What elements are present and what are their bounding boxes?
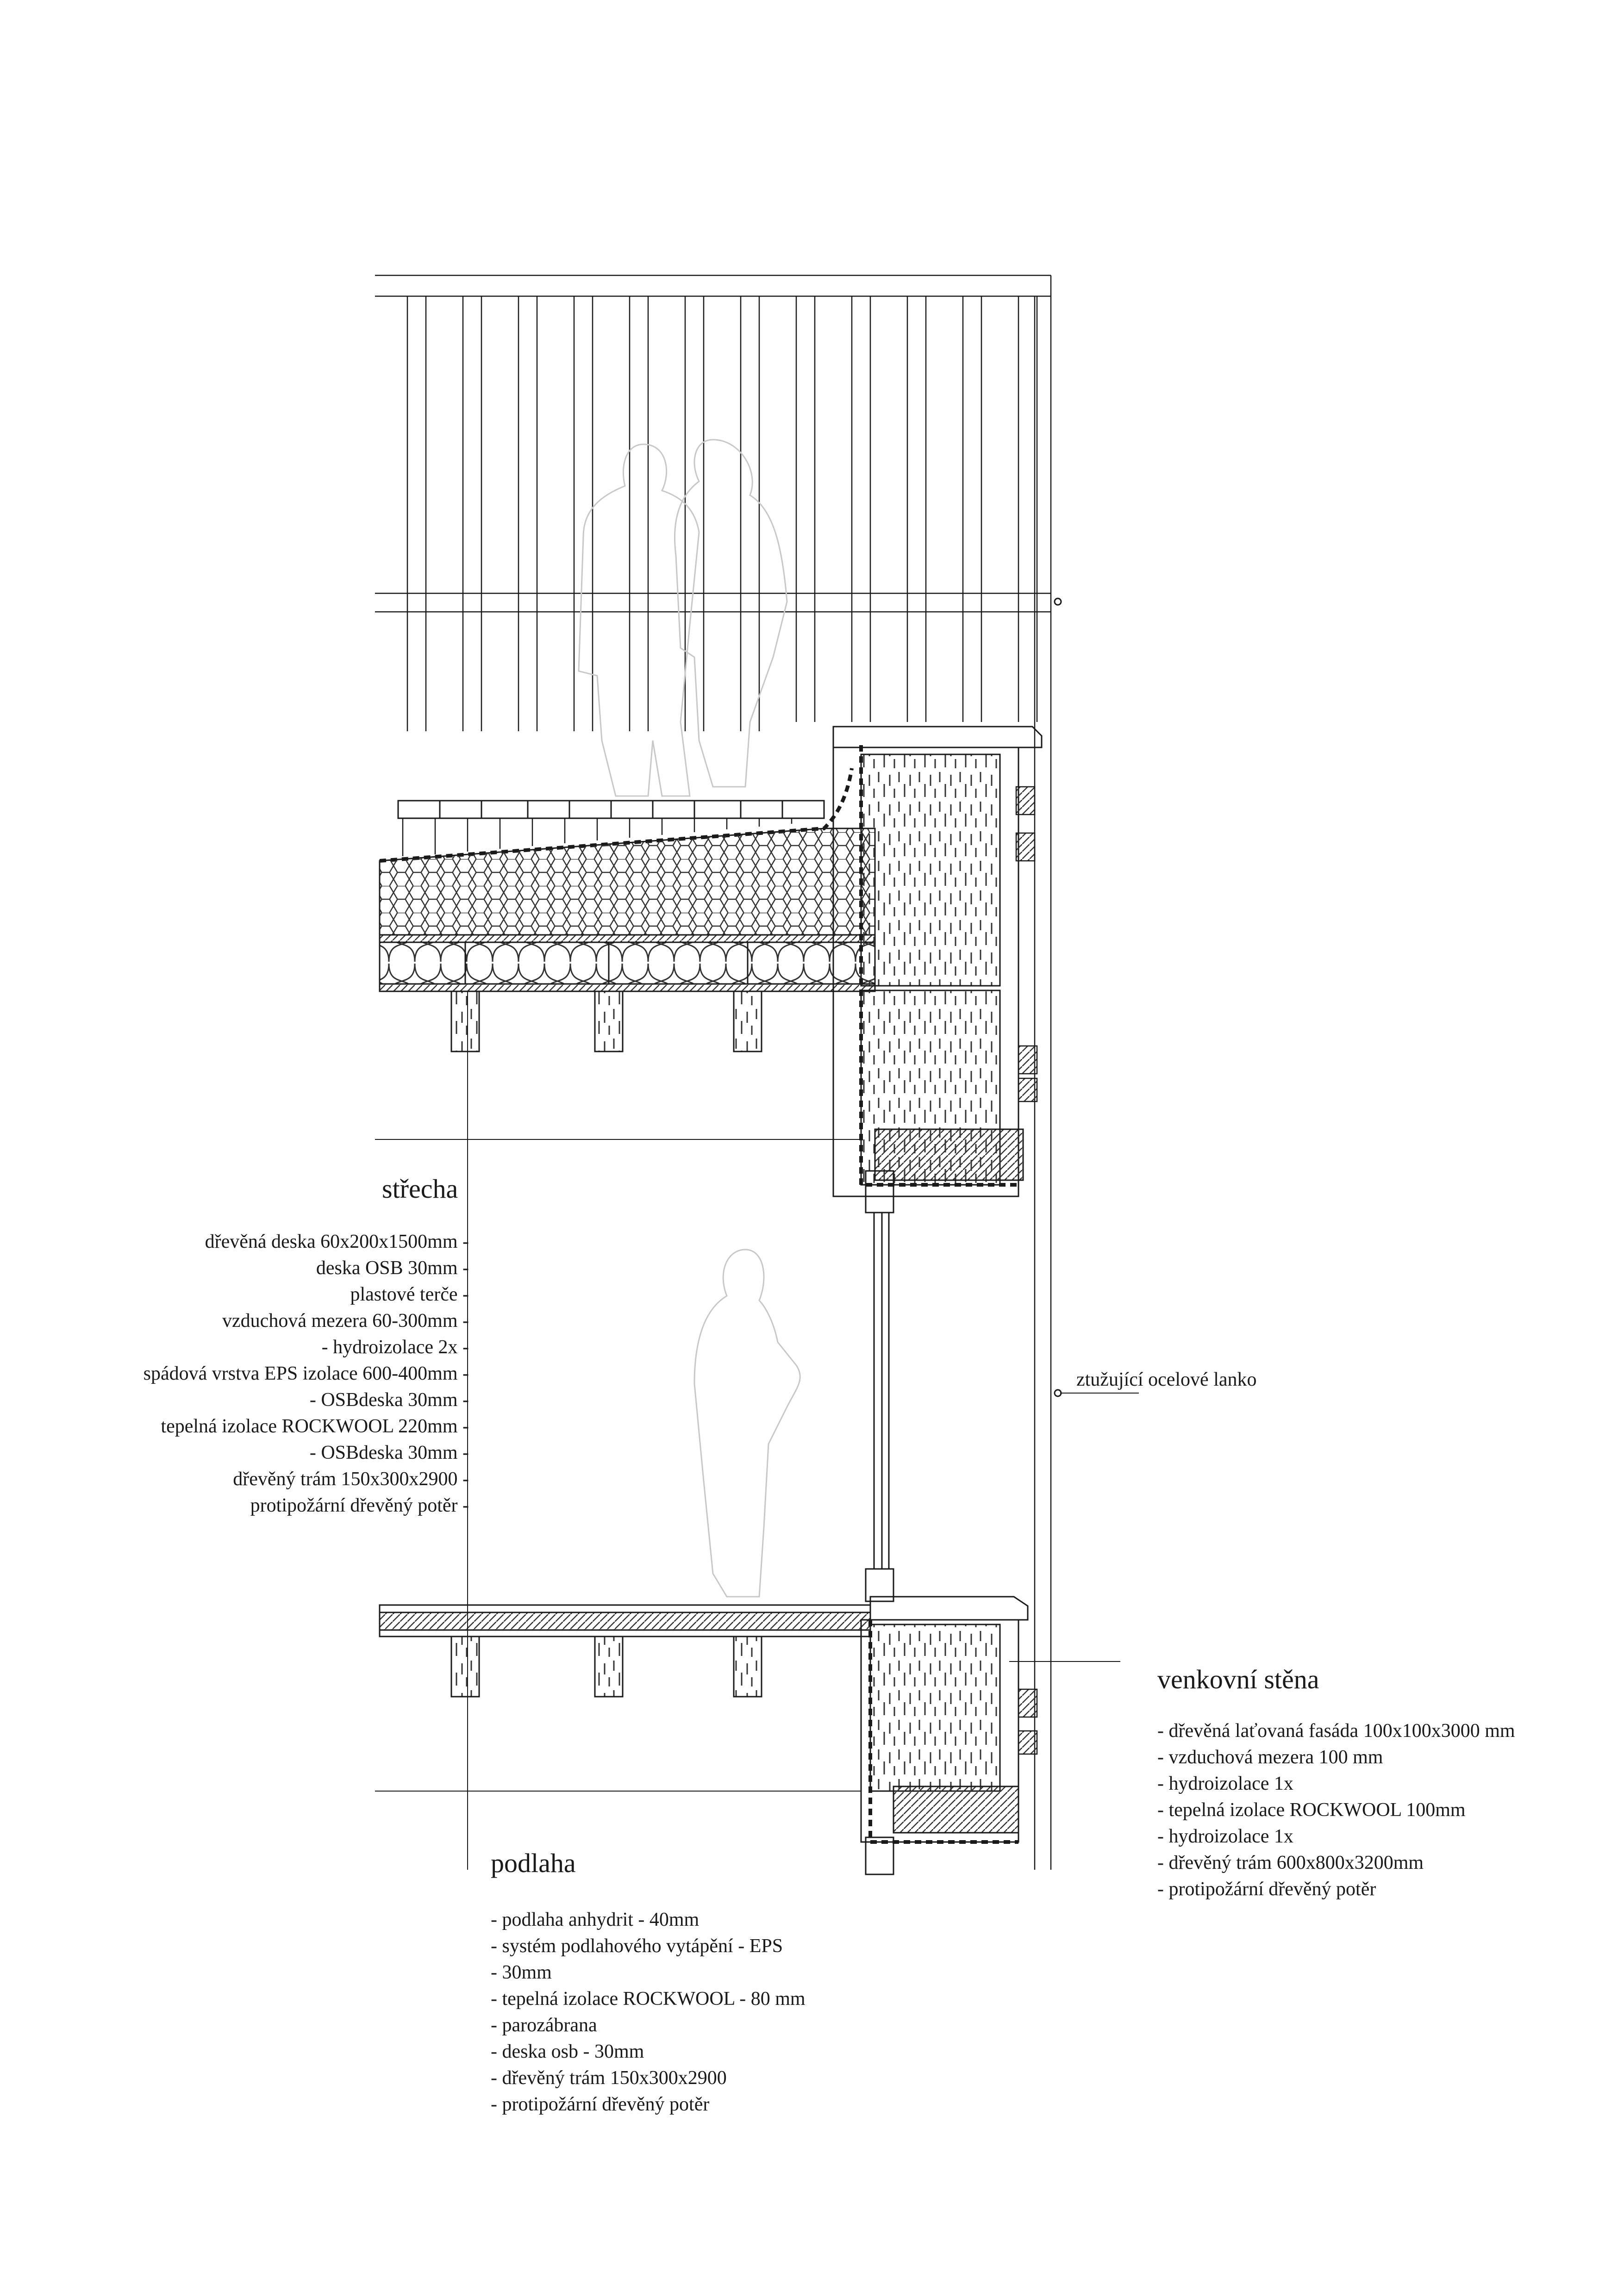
list-item: deska OSB 30mm - xyxy=(316,1257,469,1279)
upper-wall-insulation xyxy=(875,1129,1023,1180)
roof-beam-1 xyxy=(451,991,479,1052)
floor-assembly xyxy=(380,1605,870,1697)
floor-beam-1 xyxy=(451,1636,479,1697)
list-item: - protipožární dřevěný potěr xyxy=(1157,1879,1376,1900)
list-item: dřevěný trám 150x300x2900 - xyxy=(233,1468,469,1490)
wall-layer-list xyxy=(1157,1718,1574,1903)
window-glazing xyxy=(866,1171,893,1601)
lower-wall-timber xyxy=(870,1624,1000,1791)
list-item: - OSBdeska 30mm - xyxy=(309,1442,469,1463)
roof-rockwool xyxy=(380,942,875,984)
list-item: - hydroizolace 2x - xyxy=(321,1337,469,1358)
floor-beam-3 xyxy=(734,1636,762,1697)
roof-decking xyxy=(398,801,824,818)
wall-heading: venkovní stěna xyxy=(1157,1664,1319,1694)
cable-note: ztužující ocelové lanko xyxy=(1076,1369,1257,1390)
list-item: dřevěná deska 60x200x1500mm - xyxy=(205,1231,469,1252)
list-item: - tepelná izolace ROCKWOOL - 80 mm xyxy=(491,1988,806,2010)
floor-screed xyxy=(380,1605,870,1612)
list-item: - systém podlahového vytápění - EPS xyxy=(491,1935,783,1957)
roof-heading: střecha xyxy=(382,1174,458,1204)
list-item: - parozábrana xyxy=(491,2015,597,2036)
roof-osb-bottom xyxy=(380,984,875,991)
upper-wall-timber xyxy=(861,754,1000,986)
roof-assembly xyxy=(380,768,875,1052)
cable-anchor-top xyxy=(1055,598,1061,605)
list-item: - dřevěný trám 600x800x3200mm xyxy=(1157,1852,1424,1873)
eps-slope-layer xyxy=(380,828,875,935)
list-item: - hydroizolace 1x xyxy=(1157,1826,1293,1847)
roof-beam-3 xyxy=(734,991,762,1052)
upper-wall-assembly xyxy=(833,727,1042,1196)
lower-wall-assembly xyxy=(861,1597,1037,1874)
list-item: - podlaha anhydrit - 40mm xyxy=(491,1909,700,1930)
floor-heading: podlaha xyxy=(491,1848,576,1878)
list-item: vzduchová mezera 60-300mm - xyxy=(222,1310,469,1332)
facade-battens-upper xyxy=(1016,787,1037,1101)
list-item: tepelná izolace ROCKWOOL 220mm - xyxy=(161,1416,469,1437)
list-item: spádová vrstva EPS izolace 600-400mm - xyxy=(143,1363,469,1384)
roof-osb-top xyxy=(380,935,875,942)
list-item: - hydroizolace 1x xyxy=(1157,1773,1293,1794)
list-item: protipožární dřevěný potěr - xyxy=(250,1495,469,1516)
roof-beam-2 xyxy=(595,991,623,1052)
list-item: plastové terče - xyxy=(350,1284,469,1305)
parapet-cap xyxy=(833,727,1042,747)
list-item: - OSBdeska 30mm - xyxy=(309,1389,469,1411)
lower-wall-insulation xyxy=(893,1786,1018,1833)
floor-beam-2 xyxy=(595,1636,623,1697)
floor-layer-list xyxy=(491,1907,907,2118)
list-item: - vzduchová mezera 100 mm xyxy=(1157,1747,1383,1768)
floor-eps xyxy=(380,1612,870,1630)
list-item: - tepelná izolace ROCKWOOL 100mm xyxy=(1157,1799,1466,1821)
floor-osb xyxy=(380,1630,870,1636)
list-item: - deska osb - 30mm xyxy=(491,2041,644,2062)
list-item: - protipožární dřevěný potěr xyxy=(491,2094,710,2115)
list-item: - dřevěný trám 150x300x2900 xyxy=(491,2067,727,2089)
roof-layer-list xyxy=(6,1229,469,1519)
list-item: - 30mm xyxy=(491,1962,552,1983)
cable-anchor-bottom xyxy=(1055,1390,1061,1396)
list-item: - dřevěná laťovaná fasáda 100x100x3000 mm xyxy=(1157,1720,1515,1742)
